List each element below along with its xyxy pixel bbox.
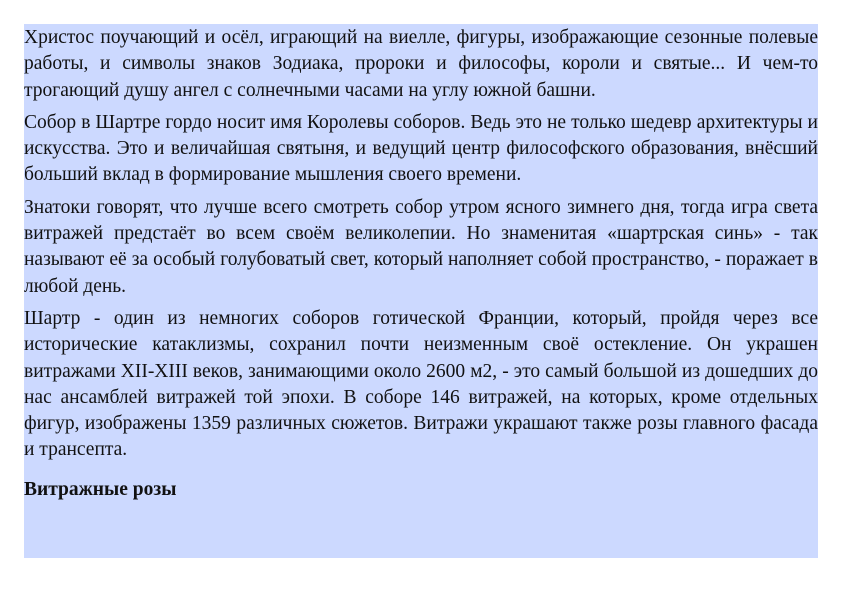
section-heading: Витражные розы [24, 478, 177, 500]
paragraph-sculptures: Христос поучающий и осёл, играющий на виелле, фигуры, изображающие сезонные полевые работы, и символы знаков Зодиака, пророки и философы, короли и святые... И чем-то трогающий душу ангел с солнечными часами на углу южной башни. [24, 27, 818, 101]
paragraph-queen-of-cathedrals: Собор в Шартре гордо носит имя Королевы соборов. Ведь это не только шедевр архитектуры и искусства. Это и величайшая святыня, и ведущий центр философского образования, внёсший больший вклад в формирование мышления своего времени. [24, 111, 818, 186]
text-block [24, 24, 818, 558]
paragraph-chartres-blue: Знатоки говорят, что лучше всего смотреть собор утром ясного зимнего дня, тогда игра света витражей предстаёт во всем своём великолепии. Но знаменитая «шартрская синь» - так называют её за особый голубоватый свет, который наполняет собой пространство, - поражает в любой день. [24, 196, 818, 297]
paragraph-stained-glass: Шартр - один из немногих соборов готической Франции, который, пройдя через все исторические катаклизмы, сохранил почти неизменным своё остекление. Он украшен витражами XII-XIII веков, занимающими около 2600 м2, - это самый большой из дошедших до нас ансамблей витражей той эпохи. В соборе 146 витражей, на которых, кроме отдельных фигур, изображены 1359 различных сюжетов. Витражи украшают также розы главного фасада и трансепта. [24, 307, 818, 461]
